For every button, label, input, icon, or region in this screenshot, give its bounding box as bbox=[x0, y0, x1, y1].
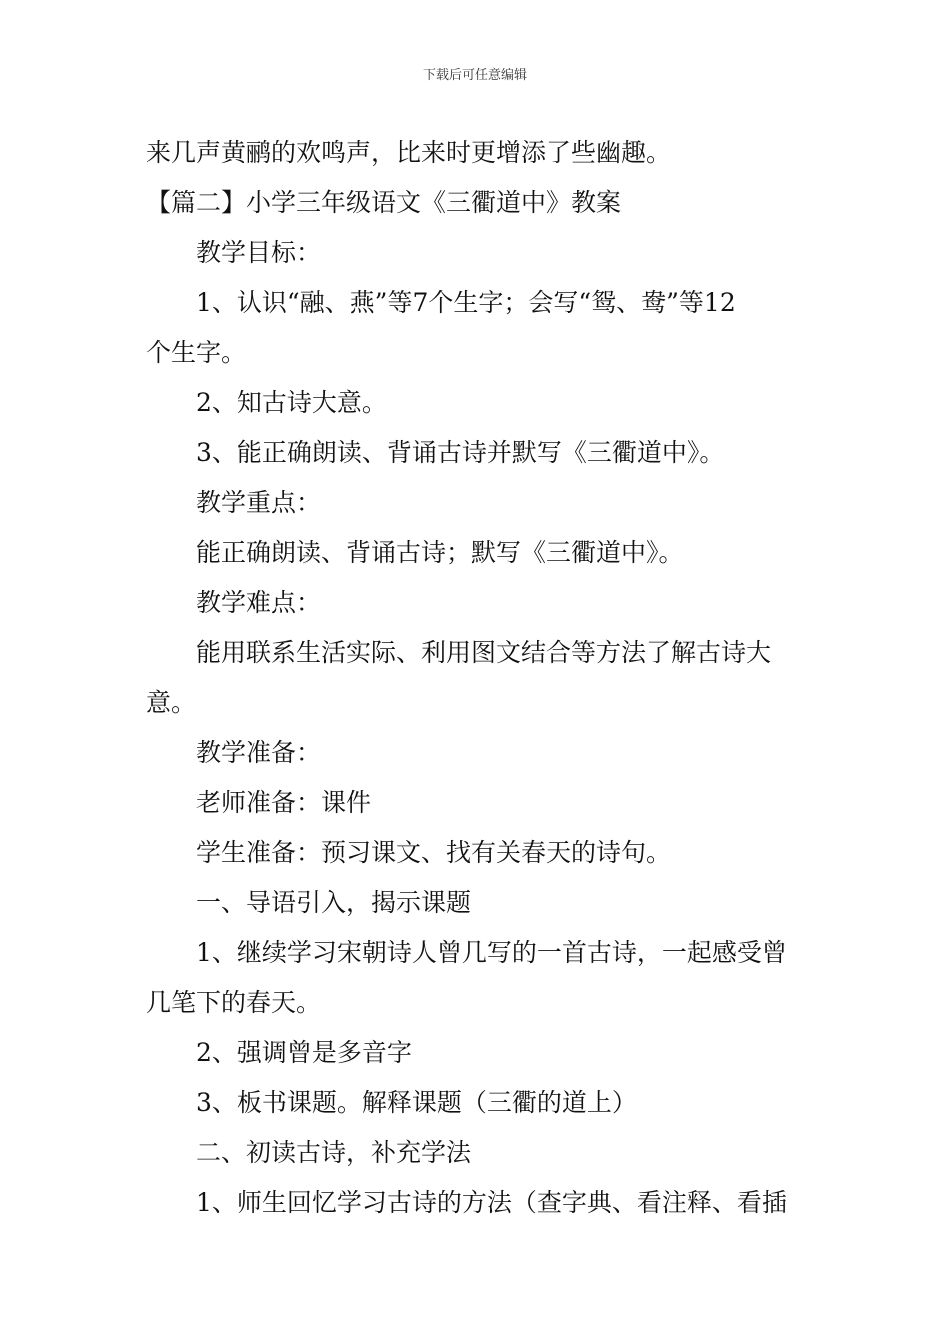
paragraph-line: 能正确朗读、背诵古诗；默写《三衢道中》。 bbox=[196, 538, 684, 567]
paragraph-line: 2、强调曾是多音字 bbox=[196, 1038, 412, 1067]
paragraph-line: 意。 bbox=[146, 688, 197, 717]
paragraph-line: 学生准备：预习课文、找有关春天的诗句。 bbox=[196, 838, 672, 867]
paragraph-line: 一、导语引入，揭示课题 bbox=[196, 888, 472, 917]
page-header: 下载后可任意编辑 bbox=[422, 68, 527, 83]
section-title: 【篇二】小学三年级语文《三衢道中》教案 bbox=[146, 188, 622, 217]
paragraph-line: 二、初读古诗，补充学法 bbox=[196, 1138, 472, 1167]
paragraph-line: 来几声黄鹂的欢鸣声，比来时更增添了些幽趣。 bbox=[146, 138, 672, 167]
paragraph-line: 2、知古诗大意。 bbox=[196, 388, 387, 417]
document-body bbox=[146, 128, 808, 1228]
paragraph-line: 3、能正确朗读、背诵古诗并默写《三衢道中》。 bbox=[196, 438, 725, 467]
paragraph-line: 3、板书课题。解释课题（三衢的道上） bbox=[196, 1088, 637, 1117]
paragraph-line: 教学难点： bbox=[196, 588, 322, 617]
paragraph-line: 老师准备：课件 bbox=[196, 788, 372, 817]
paragraph-line: 1、认识“融、燕”等7个生字；会写“鸳、鸯”等12 bbox=[196, 288, 736, 317]
paragraph-line: 教学目标： bbox=[196, 238, 322, 267]
paragraph-line: 1、师生回忆学习古诗的方法（查字典、看注释、看插 bbox=[196, 1188, 787, 1217]
paragraph-line: 1、继续学习宋朝诗人曾几写的一首古诗，一起感受曾 bbox=[196, 938, 787, 967]
paragraph-line: 几笔下的春天。 bbox=[146, 988, 322, 1017]
paragraph-line: 能用联系生活实际、利用图文结合等方法了解古诗大 bbox=[196, 638, 772, 667]
paragraph-line: 教学准备： bbox=[196, 738, 322, 767]
paragraph-line: 教学重点： bbox=[196, 488, 322, 517]
paragraph-line: 个生字。 bbox=[146, 338, 247, 367]
